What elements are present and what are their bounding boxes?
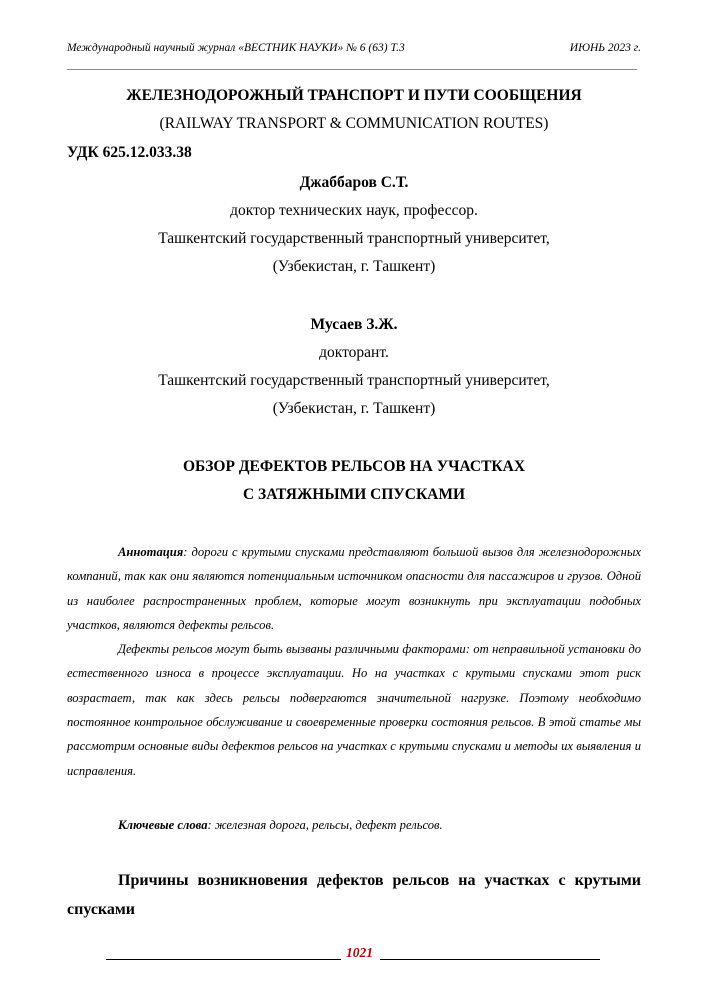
header-divider bbox=[67, 69, 637, 70]
abstract bbox=[67, 540, 641, 783]
section-title-ru: ЖЕЛЕЗНОДОРОЖНЫЙ ТРАНСПОРТ И ПУТИ СООБЩЕНИЯ bbox=[126, 87, 582, 104]
abstract-text-1: : дороги с крутыми спусками представляют большой вызов для железнодорожных компаний, так как они являются потенциальным источником опасности для пассажиров и грузов. Одной из наиболее распространенных проблем, которые могут возникнуть при эксплуатации подобных участков, являются дефекты рельсов. bbox=[67, 545, 641, 632]
journal-title: Международный научный журнал «ВЕСТНИК НАУКИ» № 6 (63) Т.3 bbox=[67, 42, 405, 54]
abstract-paragraph-1 bbox=[67, 540, 641, 637]
issue-date: ИЮНЬ 2023 г. bbox=[569, 42, 641, 54]
section-title-en: (RAILWAY TRANSPORT & COMMUNICATION ROUTES) bbox=[159, 115, 549, 132]
footer-rule-left bbox=[106, 959, 341, 960]
keywords bbox=[67, 813, 641, 837]
article-title-line1: ОБЗОР ДЕФЕКТОВ РЕЛЬСОВ НА УЧАСТКАХ bbox=[182, 458, 526, 475]
author-name: Мусаев З.Ж. bbox=[310, 316, 398, 333]
running-header bbox=[67, 40, 641, 60]
author-degree: докторант. bbox=[319, 344, 389, 361]
author-name: Джаббаров С.Т. bbox=[299, 174, 409, 191]
author-affiliation: Ташкентский государственный транспортный университет, bbox=[158, 230, 550, 247]
author-degree: доктор технических наук, профессор. bbox=[230, 202, 478, 219]
author-affiliation: Ташкентский государственный транспортный университет, bbox=[158, 372, 550, 389]
udc-code: УДК 625.12.033.38 bbox=[67, 144, 192, 161]
abstract-label: Аннотация bbox=[118, 545, 184, 559]
article-title-line2: С ЗАТЯЖНЫМИ СПУСКАМИ bbox=[242, 486, 466, 503]
page-number: 1021 bbox=[346, 945, 373, 960]
section-heading: Причины возникновения дефектов рельсов на участках с крутыми спусками bbox=[67, 872, 641, 918]
footer-rule-right bbox=[380, 959, 600, 960]
page-footer bbox=[106, 942, 600, 964]
keywords-label: Ключевые слова bbox=[118, 818, 208, 832]
abstract-paragraph-2: Дефекты рельсов могут быть вызваны различными факторами: от неправильной установки до естественного износа в процессе эксплуатации. Но на участках с крутыми спусками этот риск возрастает, так как здесь рельсы подвергаются значительной нагрузке. Поэтому необходимо постоянное контрольное обслуживание и своевременные проверки состояния рельсов. В этой статье мы рассмотрим основные виды дефектов рельсов на участках с крутыми спусками и методы их выявления и исправления. bbox=[67, 642, 641, 778]
author-location: (Узбекистан, г. Ташкент) bbox=[272, 258, 436, 275]
author-location: (Узбекистан, г. Ташкент) bbox=[272, 400, 436, 417]
keywords-text: : железная дорога, рельсы, дефект рельсов. bbox=[207, 818, 443, 832]
